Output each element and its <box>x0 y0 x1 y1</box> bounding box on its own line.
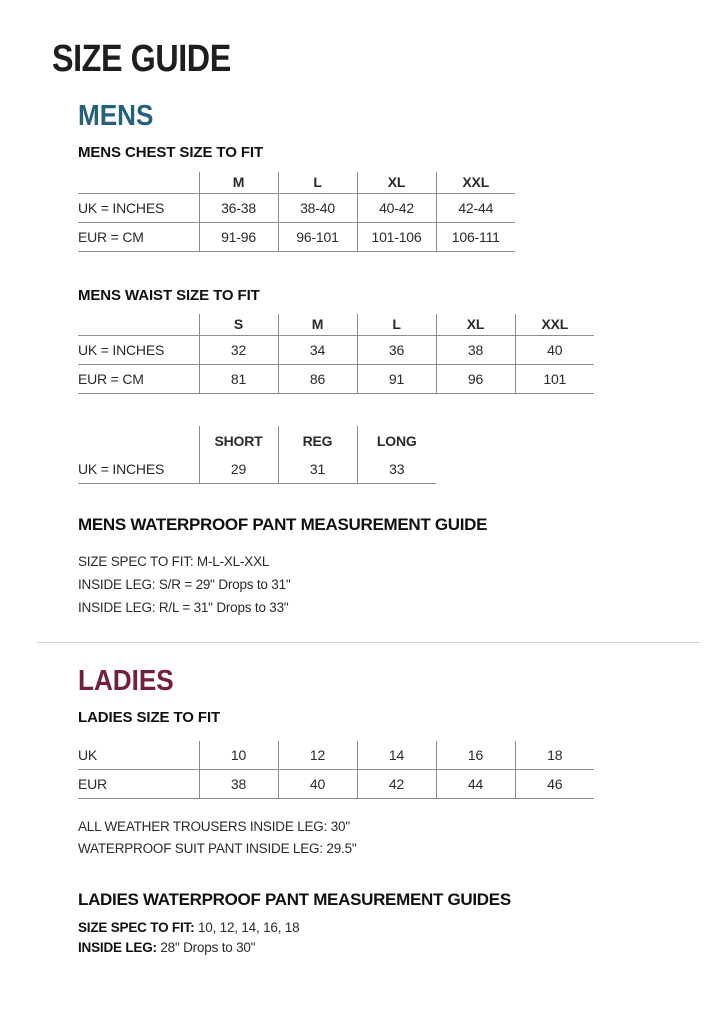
cell: 42 <box>357 770 436 799</box>
cell: 38-40 <box>278 194 357 223</box>
cell: 42-44 <box>436 194 515 223</box>
section-divider <box>37 642 700 643</box>
ladies-note-line: ALL WEATHER TROUSERS INSIDE LEG: 30" <box>78 819 350 835</box>
column-header: XXL <box>436 172 515 194</box>
table-row <box>78 365 594 394</box>
cell: 101-106 <box>357 223 436 252</box>
spec-label: SIZE SPEC TO FIT: <box>78 919 195 935</box>
mens-section <box>78 102 724 619</box>
cell: 96-101 <box>278 223 357 252</box>
column-header: XL <box>436 314 515 336</box>
cell: 12 <box>278 741 357 770</box>
row-label: UK = INCHES <box>78 456 199 483</box>
column-header: LONG <box>357 426 436 456</box>
header-row <box>78 172 515 194</box>
row-label: EUR = CM <box>78 223 199 252</box>
cell: 36-38 <box>199 194 278 223</box>
ladies-waterproof-title: LADIES WATERPROOF PANT MEASUREMENT GUIDES <box>78 890 511 910</box>
mens-chest-table <box>78 172 515 253</box>
cell: 40 <box>515 336 594 365</box>
spec-label: INSIDE LEG: <box>78 939 157 955</box>
ladies-section <box>78 667 724 958</box>
cell: 106-111 <box>436 223 515 252</box>
column-header: L <box>357 314 436 336</box>
mens-waterproof-title: MENS WATERPROOF PANT MEASUREMENT GUIDE <box>78 514 488 534</box>
mens-chest-title: MENS CHEST SIZE TO FIT <box>78 144 264 161</box>
header-row <box>78 426 436 456</box>
column-header: L <box>278 172 357 194</box>
column-header: REG <box>278 426 357 456</box>
ladies-heading: LADIES <box>78 665 174 698</box>
spec-value: 10, 12, 14, 16, 18 <box>197 919 300 935</box>
corner-cell <box>78 426 199 456</box>
ladies-note-line: WATERPROOF SUIT PANT INSIDE LEG: 29.5" <box>78 840 357 856</box>
corner-cell <box>78 172 199 194</box>
column-header: S <box>199 314 278 336</box>
ladies-waterproof-line <box>78 938 724 958</box>
table-row <box>78 336 594 365</box>
cell: 81 <box>199 365 278 394</box>
row-label: EUR <box>78 770 199 799</box>
mens-waterproof-line: INSIDE LEG: S/R = 29" Drops to 31" <box>78 577 291 593</box>
header-row <box>78 314 594 336</box>
cell: 86 <box>278 365 357 394</box>
mens-leg-length-table <box>78 426 436 484</box>
mens-waterproof-line: SIZE SPEC TO FIT: M-L-XL-XXL <box>78 554 270 570</box>
cell: 91 <box>357 365 436 394</box>
cell: 91-96 <box>199 223 278 252</box>
row-label: UK = INCHES <box>78 336 199 365</box>
cell: 18 <box>515 741 594 770</box>
table-row <box>78 223 515 252</box>
cell: 10 <box>199 741 278 770</box>
table-row <box>78 456 436 483</box>
cell: 46 <box>515 770 594 799</box>
row-label: UK <box>78 741 199 770</box>
cell: 34 <box>278 336 357 365</box>
column-header: XXL <box>515 314 594 336</box>
cell: 29 <box>199 456 278 483</box>
cell: 14 <box>357 741 436 770</box>
table-row <box>78 770 594 799</box>
spec-value: 28" Drops to 30" <box>160 939 256 955</box>
table-row <box>78 741 594 770</box>
mens-waterproof-line: INSIDE LEG: R/L = 31" Drops to 33" <box>78 600 289 616</box>
cell: 16 <box>436 741 515 770</box>
cell: 40 <box>278 770 357 799</box>
row-label: UK = INCHES <box>78 194 199 223</box>
corner-cell <box>78 314 199 336</box>
cell: 44 <box>436 770 515 799</box>
column-header: M <box>278 314 357 336</box>
column-header: M <box>199 172 278 194</box>
row-label: EUR = CM <box>78 365 199 394</box>
page-title: SIZE GUIDE <box>52 38 231 80</box>
cell: 40-42 <box>357 194 436 223</box>
cell: 96 <box>436 365 515 394</box>
cell: 38 <box>199 770 278 799</box>
mens-waist-title: MENS WAIST SIZE TO FIT <box>78 287 260 304</box>
cell: 36 <box>357 336 436 365</box>
cell: 33 <box>357 456 436 483</box>
mens-waist-table <box>78 314 594 395</box>
column-header: SHORT <box>199 426 278 456</box>
ladies-waterproof-line <box>78 918 724 938</box>
cell: 101 <box>515 365 594 394</box>
column-header: XL <box>357 172 436 194</box>
cell: 38 <box>436 336 515 365</box>
table-row <box>78 194 515 223</box>
ladies-size-title: LADIES SIZE TO FIT <box>78 709 221 727</box>
ladies-size-table <box>78 741 594 800</box>
mens-heading: MENS <box>78 100 154 132</box>
cell: 31 <box>278 456 357 483</box>
cell: 32 <box>199 336 278 365</box>
